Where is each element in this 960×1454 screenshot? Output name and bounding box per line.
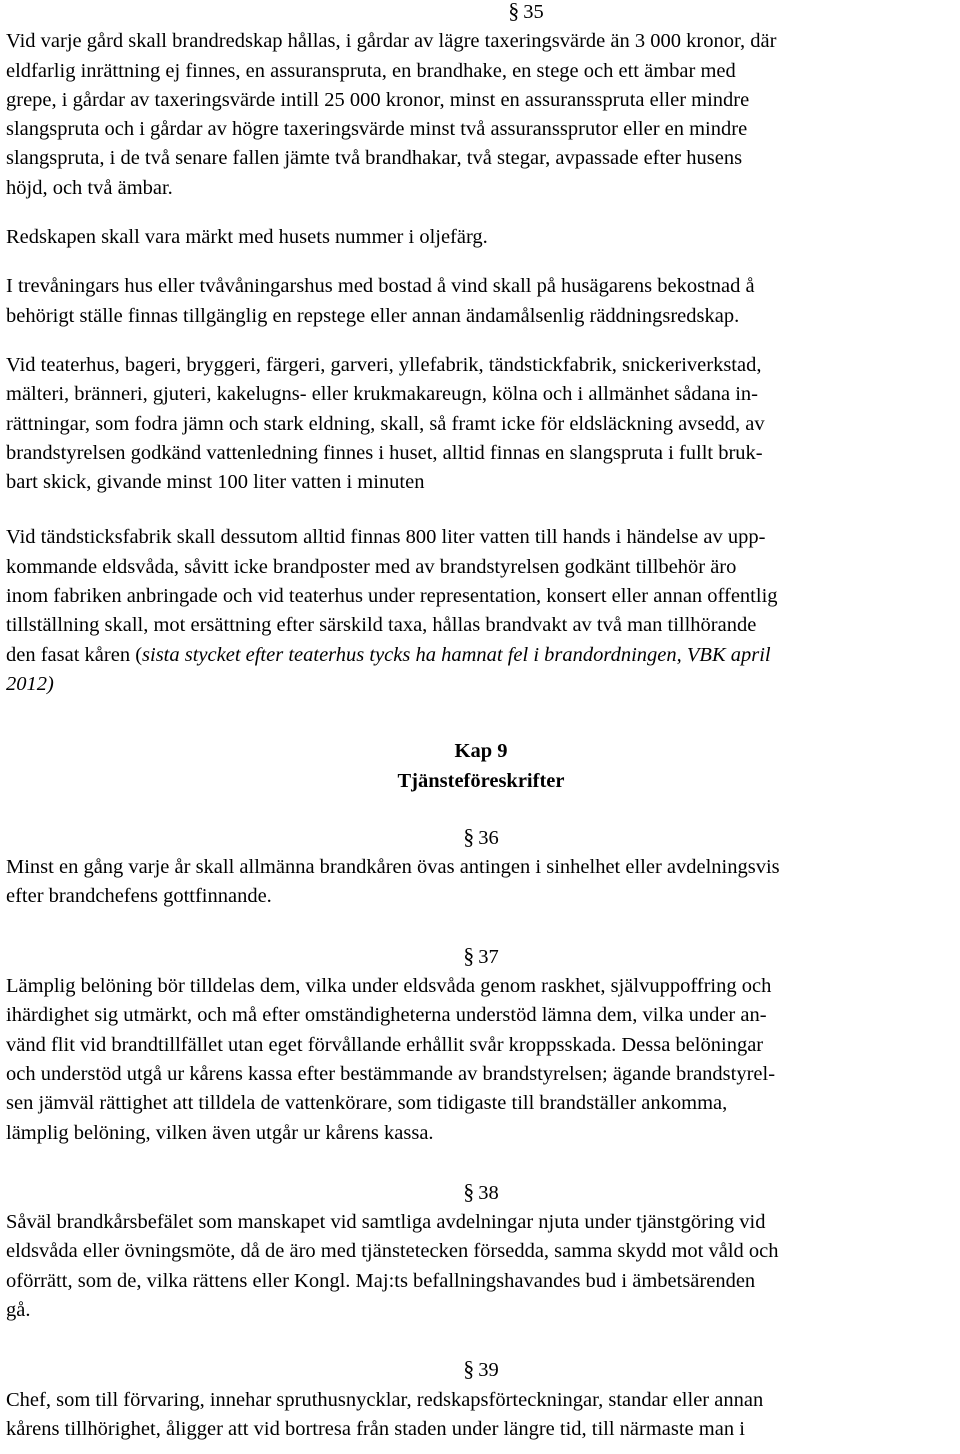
text-line: oförrätt, som de, vilka rättens eller Kongl. Maj:ts befallningshavandes bud i ämbetsärenden [6,1269,756,1292]
text-line: mälteri, bränneri, gjuteri, kakelugns- eller krukmakareugn, kölna och i allmänhet sådana in- [6,383,758,406]
text-line: behörigt ställe finnas tillgänglig en repstege eller annan ändamålsenlig räddningsredskap. [6,304,740,327]
text-line: slangspruta, i de två senare fallen jämte två brandhakar, två stegar, avpassade efter husens [6,147,743,170]
paragraph-37 [6,972,956,1148]
section-heading-35 [96,0,956,27]
italic-note: sista stycket efter teaterhus tycks ha hamnat fel i brandordningen, VBK april [142,643,771,666]
text-line: brandstyrelsen godkänd vattenledning finnes i huset, alltid finnas en slangspruta i fullt bruk- [6,441,763,464]
text-line: sen jämväl rättighet att tilldela de vattenkörare, som tidigaste till brandställer ankomma, [6,1092,728,1115]
section-symbol: § [463,942,475,968]
section-number: 36 [478,826,499,849]
section-heading-37 [6,941,956,972]
text-line: bart skick, givande minst 100 liter vatten i minuten [6,471,425,494]
paragraph-35-4 [6,351,956,497]
text-line: Chef, som till förvaring, innehar spruthusnycklar, redskapsförteckningar, standar eller annan [6,1388,764,1411]
section-number: 39 [478,1359,499,1382]
section-number: 38 [478,1181,499,1204]
section-symbol: § [463,1178,475,1204]
text-line: ihärdighet sig utmärkt, och må efter omständigheterna understöd lämna dem, vilka under an- [6,1004,767,1027]
text-line: Vid teaterhus, bageri, bryggeri, färgeri, garveri, yllefabrik, tändstickfabrik, snickeriverkstad, [6,353,762,376]
section-heading-38 [6,1177,956,1208]
text-line: kårens tillhörighet, åligger att vid bortresa från staden under längre tid, till närmaste man i [6,1417,745,1440]
paragraph-35-3 [6,272,956,331]
text-line: den fasat kåren ( [6,643,143,666]
text-line: höjd, och två ämbar. [6,176,173,199]
document-page [6,0,956,1444]
section-symbol: § [463,1356,475,1382]
text-line: rättningar, som fodra jämn och stark eldning, skall, så framt icke för eldsläckning avsedd, av [6,412,765,435]
section-heading-36 [6,822,956,853]
text-line: I trevåningars hus eller tvåvåningarshus med bostad å vind skall på husägarens bekostnad å [6,275,755,298]
text-line: efter brandchefens gottfinnande. [6,885,272,908]
text-line: Redskapen skall vara märkt med husets nummer i oljefärg. [6,226,488,249]
chapter-title: Tjänsteföreskrifter [397,769,565,792]
text-line: lämplig belöning, vilken även utgår ur kårens kassa. [6,1121,434,1144]
section-symbol: § [463,823,475,849]
text-line: grepe, i gårdar av taxeringsvärde intill 25 000 kronor, minst en assuransspruta eller mindre [6,88,750,111]
text-line: inom fabriken anbringade och vid teaterhus under representation, konsert eller annan offentlig [6,585,778,608]
paragraph-39 [6,1386,956,1445]
section-symbol: § [508,0,520,23]
text-line: slangspruta och i gårdar av högre taxeringsvärde minst två assuranssprutor eller en mindre [6,118,748,141]
text-line: och understöd utgå ur kårens kassa efter bestämmande av brandstyrelsen; ägande brandstyrel- [6,1062,776,1085]
text-line: tillställning skall, mot ersättning efter särskild taxa, hållas brandvakt av två man tillhörande [6,614,757,637]
section-number: 35 [523,1,544,23]
paragraph-38 [6,1208,956,1325]
text-line: Vid varje gård skall brandredskap hållas, i gårdar av lägre taxeringsvärde än 3 000 kronor, där [6,30,777,53]
paragraph-35-5 [6,523,956,699]
italic-note-end: 2012) [6,672,54,695]
paragraph-35-2 [6,223,956,252]
text-line: eldsvåda eller övningsmöte, då de äro med tjänstetecken försedda, samma skydd mot våld och [6,1240,779,1263]
section-number: 37 [478,945,499,968]
text-line: Lämplig belöning bör tilldelas dem, vilka under eldsvåda genom raskhet, självuppoffring och [6,975,772,998]
paragraph-36 [6,853,956,912]
section-heading-39 [6,1354,956,1385]
text-line: Vid tändsticksfabrik skall dessutom alltid finnas 800 liter vatten till hands i händelse av upp- [6,526,766,549]
text-line: gå. [6,1298,31,1321]
text-line: eldfarlig inrättning ej finnes, en assuranspruta, en brandhake, en stege och ett ämbar med [6,59,736,82]
text-line: Såväl brandkårsbefälet som manskapet vid samtliga avdelningar njuta under tjänstgöring vid [6,1211,766,1234]
text-line: Minst en gång varje år skall allmänna brandkåren övas antingen i sinhelhet eller avdelningsvis [6,856,780,879]
text-line: vänd flit vid brandtillfället utan eget förvållande erhållit svår kroppsskada. Dessa belöningar [6,1033,764,1056]
text-line: kommande eldsvåda, såvitt icke brandposter med av brandstyrelsen godkänt tillbehör äro [6,555,737,578]
chapter-number: Kap 9 [454,740,508,763]
paragraph-35-1 [6,27,956,203]
